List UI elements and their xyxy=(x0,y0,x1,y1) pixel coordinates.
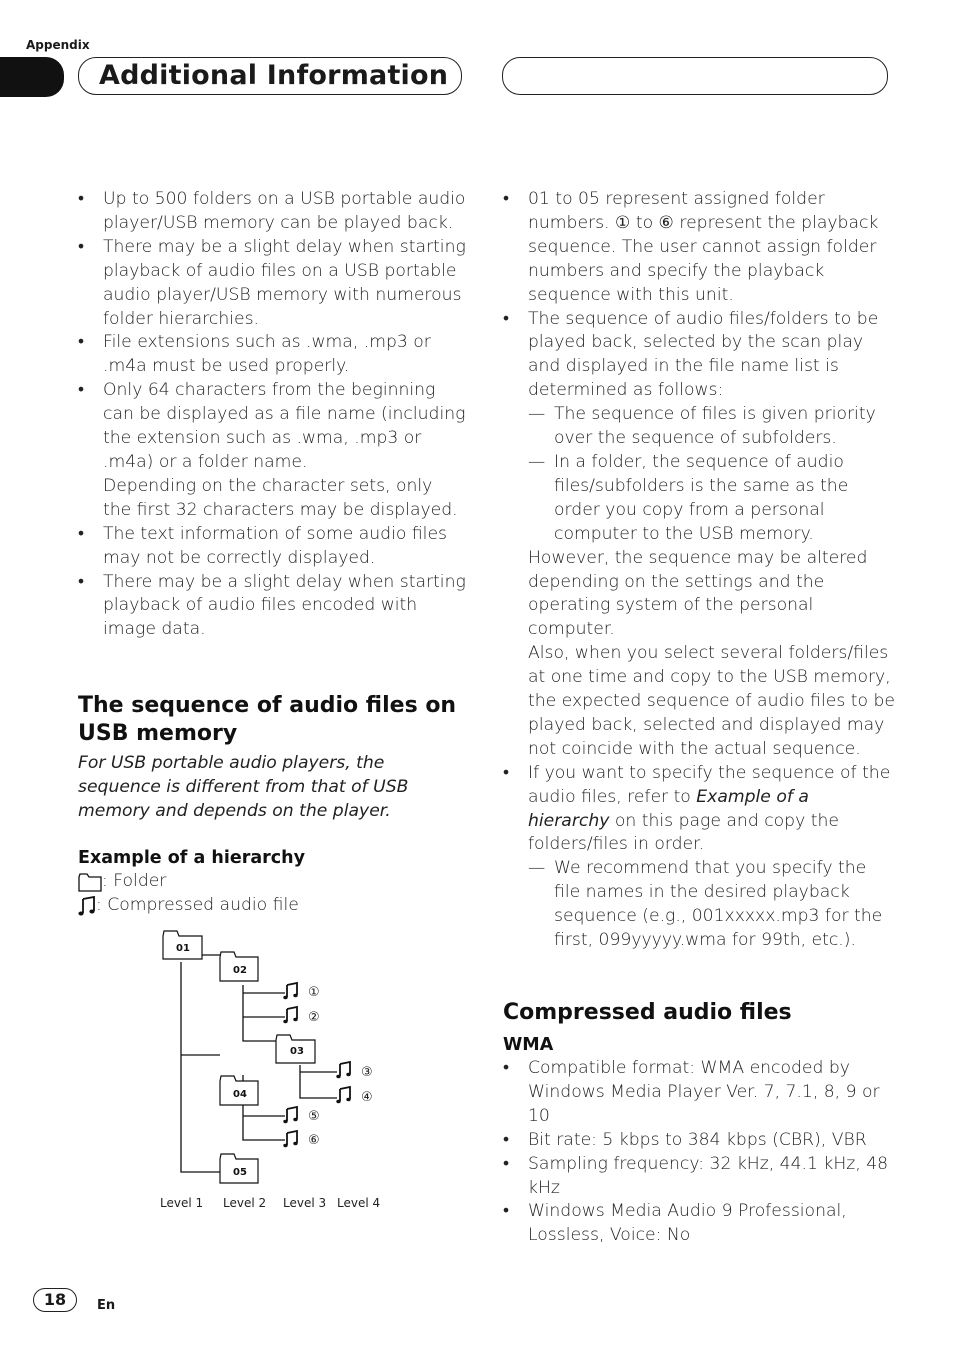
list-item-text: • The sequence of audio files/folders to be played back, selected by the scan play and displayed in the file name list is determined as follows: xyxy=(528,308,879,401)
hierarchy-diagram xyxy=(150,925,410,1215)
list-item xyxy=(503,762,895,953)
dash-glyph: — xyxy=(528,451,546,472)
list-item-extra: Depending on the character sets, only the first 32 characters may be displayed. xyxy=(103,475,458,520)
language-label: En xyxy=(97,1298,116,1313)
list-item: • Compatible format: WMA encoded by Windows Media Player Ver. 7, 7.1, 8, 9 or 10 xyxy=(503,1057,895,1129)
legend-file-label: : Compressed audio file xyxy=(96,894,299,915)
music-note-icon xyxy=(283,983,297,999)
sequence-intro: For USB portable audio players, the sequence is different from that of USB memory and depends on the player. xyxy=(78,753,409,822)
page-number: 18 xyxy=(33,1288,77,1312)
legend-folder xyxy=(78,870,466,894)
folder-label: 01 xyxy=(176,943,190,954)
list-item: • There may be a slight delay when starting playback of audio files encoded with image data. xyxy=(78,571,466,643)
dash-glyph: — xyxy=(528,858,546,879)
sequence-mark: ① xyxy=(308,985,320,1000)
folder-label: 04 xyxy=(233,1089,247,1100)
level-label: Level 2 xyxy=(223,1196,267,1210)
section-label: Appendix xyxy=(26,38,90,52)
music-note-icon xyxy=(336,1062,350,1078)
dash-item-text: The sequence of files is given priority over the sequence of subfolders. xyxy=(554,404,876,449)
folder-label: 03 xyxy=(290,1046,304,1057)
section-tab-marker xyxy=(0,57,64,97)
list-item xyxy=(503,308,895,762)
example-heading: Example of a hierarchy xyxy=(78,847,306,868)
dash-glyph: — xyxy=(528,404,546,425)
folder-label: 02 xyxy=(233,965,247,976)
title-box xyxy=(78,57,462,95)
empty-title-box xyxy=(502,57,888,95)
legend-file xyxy=(78,894,466,918)
list-item: • Windows Media Audio 9 Professional, Lossless, Voice: No xyxy=(503,1200,895,1248)
list-item: • File extensions such as .wma, .mp3 or .m4a must be used properly. xyxy=(78,331,466,379)
level-label: Level 1 xyxy=(160,1196,204,1210)
list-item: • Bit rate: 5 kbps to 384 kbps (CBR), VBR xyxy=(503,1129,895,1153)
list-item: • There may be a slight delay when starting playback of audio files on a USB portable audio player/USB memory with numerous folder hierarchies. xyxy=(78,236,466,332)
folder-02 xyxy=(220,952,258,981)
wma-list xyxy=(503,1057,895,1248)
dash-item xyxy=(528,403,895,451)
text-run: on this page and copy the folders/files in order. xyxy=(528,810,839,855)
sequence-mark: ⑥ xyxy=(308,1133,320,1148)
folder-05 xyxy=(220,1154,258,1183)
sequence-mark: ② xyxy=(308,1010,320,1025)
dash-item-text: In a folder, the sequence of audio files/subfolders is the same as the order you copy from a personal computer to the USB memory. xyxy=(554,451,849,544)
compressed-heading: Compressed audio files xyxy=(503,1000,792,1025)
folder-04 xyxy=(220,1076,258,1105)
usb-notes-list xyxy=(78,188,466,642)
wma-heading: WMA xyxy=(503,1035,554,1055)
list-item xyxy=(78,379,466,522)
list-item: • 01 to 05 represent assigned folder numbers. ① to ⑥ represent the playback sequence. The user cannot assign folder numbers and specify the playback sequence with this unit. xyxy=(503,188,895,308)
text-run: If you want to specify the sequence of the audio files, refer to xyxy=(528,762,891,807)
music-note-icon xyxy=(336,1087,350,1103)
list-item-text xyxy=(528,762,895,858)
dash-item xyxy=(528,857,895,953)
music-note-icon xyxy=(78,895,96,917)
dash-item xyxy=(528,451,895,547)
level-label: Level 4 xyxy=(337,1196,381,1210)
list-item: • The text information of some audio files may not be correctly displayed. xyxy=(78,523,466,571)
music-note-icon xyxy=(283,1107,297,1123)
sequence-mark: ③ xyxy=(361,1065,373,1080)
list-item-text: Only 64 characters from the beginning can be displayed as a file name (including the extension such as .wma, .mp3 or .m4a) or a folder name. xyxy=(103,380,466,472)
folder-label: 05 xyxy=(233,1167,247,1178)
cross-reference: Example of a hierarchy xyxy=(528,786,809,831)
music-note-icon xyxy=(283,1007,297,1023)
folder-01 xyxy=(163,931,202,959)
right-column xyxy=(503,188,895,1248)
list-item: • Up to 500 folders on a USB portable audio player/USB memory can be played back. xyxy=(78,188,466,236)
sequence-notes-list xyxy=(503,188,895,953)
sequence-heading: The sequence of audio files on USB memory xyxy=(78,693,457,747)
level-label: Level 3 xyxy=(283,1196,327,1210)
sequence-mark: ④ xyxy=(361,1090,373,1105)
page-title: Additional Information xyxy=(99,60,449,91)
sequence-mark: ⑤ xyxy=(308,1109,320,1124)
music-note-icon xyxy=(283,1131,297,1147)
legend-folder-label: : Folder xyxy=(102,870,167,891)
list-item: • Sampling frequency: 32 kHz, 44.1 kHz, 48 kHz xyxy=(503,1153,895,1201)
paragraph: However, the sequence may be altered depending on the settings and the operating system of the personal computer. xyxy=(528,547,868,640)
left-column xyxy=(78,188,466,918)
folder-icon xyxy=(78,872,102,892)
folder-03 xyxy=(276,1035,315,1063)
paragraph: Also, when you select several folders/files at one time and copy to the USB memory, the expected sequence of audio files to be played back, selected and displayed may not coincide with the actual sequence. xyxy=(528,643,895,759)
dash-item-text: We recommend that you specify the file names in the desired playback sequence (e.g., 001xxxxx.mp3 for the first, 099yyyyy.wma for 99th, etc.). xyxy=(554,858,883,951)
